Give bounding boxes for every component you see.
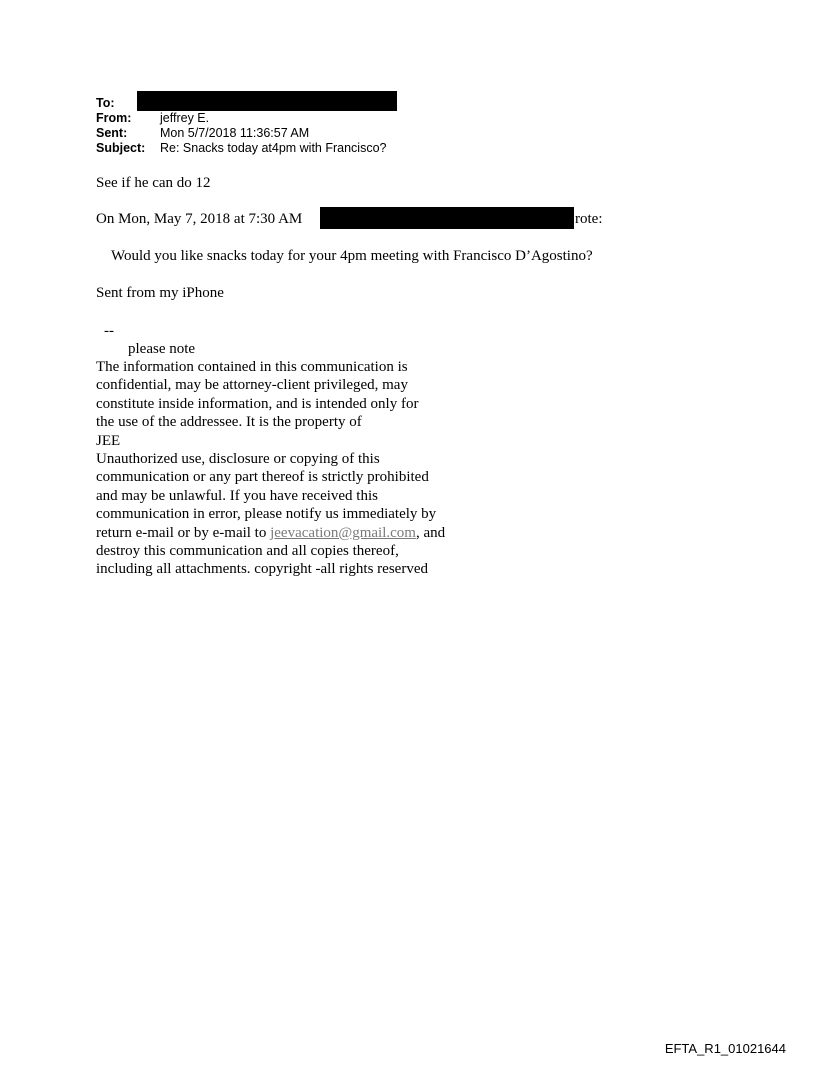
disclaimer-line: the use of the addressee. It is the property of [96, 414, 362, 431]
disclaimer [96, 358, 445, 579]
from-value: jeffrey E. [160, 111, 210, 125]
redacted-recipient [137, 91, 397, 111]
disclaimer-line: The information contained in this communication is [96, 359, 408, 375]
disclaimer-line: Unauthorized use, disclosure or copying of this [96, 451, 380, 468]
document-id: EFTA_R1_01021644 [664, 1041, 786, 1056]
quote-intro: On Mon, May 7, 2018 at 7:30 AM [96, 211, 303, 227]
disclaimer-line: including all attachments. copyright -all rights reserved [96, 561, 428, 578]
disclaimer-text: return e-mail or by e-mail to [96, 524, 271, 541]
disclaimer-line: destroy this communication and all copies thereof, [96, 543, 399, 560]
quoted-message: Would you like snacks today for your 4pm meeting with Francisco D’Agostino? [111, 248, 593, 264]
disclaimer-text: , and [415, 524, 446, 541]
disclaimer-line [96, 524, 445, 542]
reply-text: See if he can do 12 [96, 175, 211, 191]
disclaimer-line: JEE [96, 432, 121, 449]
disclaimer-line: confidential, may be attorney-client privileged, may [96, 377, 408, 394]
disclaimer-line: and may be unlawful. If you have received this [96, 487, 378, 504]
from-label: From: [96, 111, 132, 125]
to-label: To: [96, 96, 115, 110]
redacted-sender [320, 207, 574, 229]
disclaimer-line: constitute inside information, and is intended only for [96, 395, 419, 412]
please-note: please note [128, 341, 196, 357]
sent-label: Sent: [96, 126, 128, 140]
separator: -- [104, 323, 114, 339]
disclaimer-line: communication or any part thereof is strictly prohibited [96, 469, 429, 486]
email-header [96, 96, 426, 162]
signature: Sent from my iPhone [96, 285, 224, 301]
email-link[interactable]: jeevacation@gmail.com [270, 524, 416, 541]
quote-intro-tail: rote: [575, 211, 603, 227]
sent-value: Mon 5/7/2018 11:36:57 AM [160, 126, 310, 140]
subject-value: Re: Snacks today at4pm with Francisco? [160, 141, 387, 155]
disclaimer-line: communication in error, please notify us immediately by [96, 506, 437, 523]
subject-label: Subject: [96, 141, 146, 155]
